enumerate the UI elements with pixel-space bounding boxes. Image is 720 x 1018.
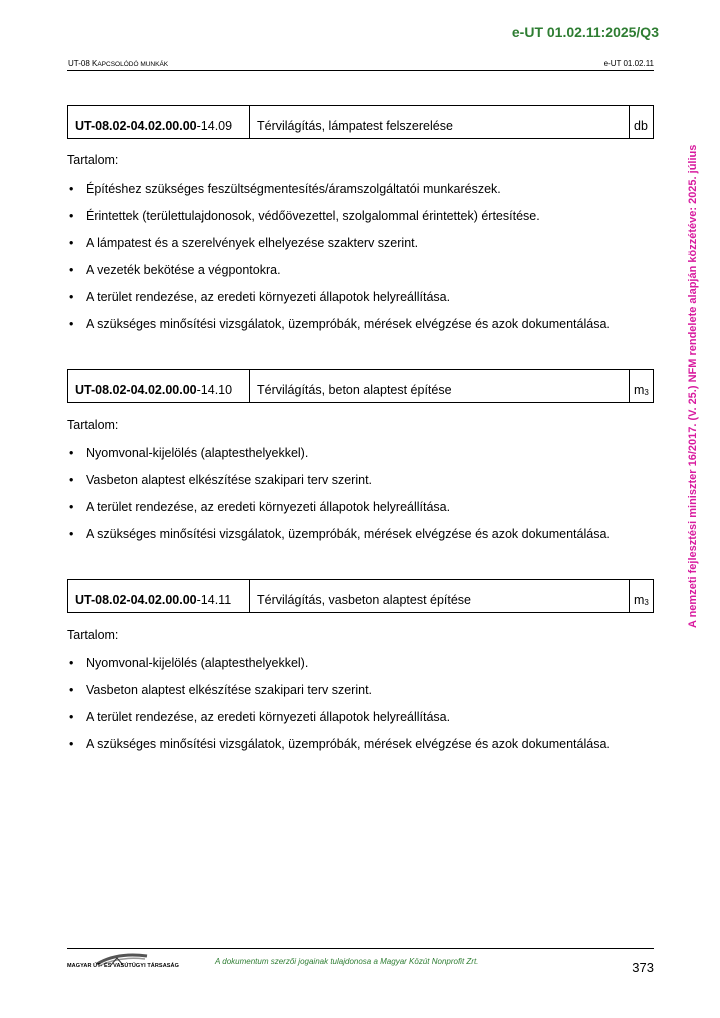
document-code: e-UT 01.02.11:2025/Q3 [511,24,659,40]
item-code-main: UT-08.02-04.02.00.00 [75,593,197,607]
list-item: • A terület rendezése, az eredeti környezeti állapotok helyreállítása. [67,499,610,526]
item-code-suffix: -14.10 [196,383,233,397]
bullet-list [67,655,610,763]
item-code [68,106,250,138]
item-code-suffix: -14.11 [196,593,232,607]
content-label: Tartalom: [67,628,119,642]
item-table-1410 [67,369,654,403]
unit-text: m [634,383,645,397]
item-code [68,580,250,612]
list-item: • A lámpatest és a szerelvények elhelyezése szakterv szerint. [67,235,610,262]
unit-text: db [634,119,648,133]
list-item: • Vasbeton alaptest elkészítése szakipari terv szerint. [67,472,610,499]
item-unit [630,106,653,138]
list-item: • Építéshez szükséges feszültségmentesítés/áramszolgáltatói munkarészek. [67,181,610,208]
header-chapter-smallcaps: APCSOLÓDÓ MUNKÁK [97,61,169,68]
item-table-1409 [67,105,654,139]
item-title: Térvilágítás, vasbeton alaptest építése [250,580,630,612]
footer-copyright: A dokumentum szerzői jogainak tulajdonosa a Magyar Közút Nonprofit Zrt. [215,957,479,966]
content-label: Tartalom: [67,418,119,432]
item-table-1411 [67,579,654,613]
bullet-list [67,181,610,343]
header-doc-ref: e-UT 01.02.11 [603,59,654,68]
header-rule [67,70,654,71]
item-code-suffix: -14.09 [196,119,233,133]
list-item: • A terület rendezése, az eredeti környezeti állapotok helyreállítása. [67,709,610,736]
item-title: Térvilágítás, lámpatest felszerelése [250,106,630,138]
header-chapter [68,59,168,68]
list-item: • A szükséges minősítési vizsgálatok, üzempróbák, mérések elvégzése és azok dokumentálása. [67,316,610,343]
item-code [68,370,250,402]
header-chapter-prefix: UT-08 K [68,59,98,68]
list-item: • A szükséges minősítési vizsgálatok, üzempróbák, mérések elvégzése és azok dokumentálása. [67,736,610,763]
list-item: • A terület rendezése, az eredeti környezeti állapotok helyreállítása. [67,289,610,316]
bullet-list [67,445,610,553]
unit-text: m [634,593,645,607]
list-item: • Vasbeton alaptest elkészítése szakipari terv szerint. [67,682,610,709]
side-publication-note: A nemzeti fejlesztési miniszter 16/2017. (V. 25.) NFM rendelete alapján közzétéve: 2025. július [687,144,699,628]
item-title: Térvilágítás, beton alaptest építése [250,370,630,402]
list-item: • Nyomvonal-kijelölés (alaptesthelyekkel). [67,655,610,682]
list-item: • Nyomvonal-kijelölés (alaptesthelyekkel). [67,445,610,472]
unit-sup: 3 [644,388,649,397]
item-code-main: UT-08.02-04.02.00.00 [75,119,197,133]
item-unit [630,370,653,402]
list-item: • A vezeték bekötése a végpontokra. [67,262,610,289]
content-label: Tartalom: [67,153,119,167]
list-item: • Érintettek (területtulajdonosok, védőövezettel, szolgalommal érintettek) értesítése. [67,208,610,235]
footer-logo-text: MAGYAR ÚT- ÉS VASÚTÜGYI TÁRSASÁG [67,963,179,969]
item-code-main: UT-08.02-04.02.00.00 [75,383,197,397]
unit-sup: 3 [644,598,649,607]
item-unit [630,580,653,612]
page-number: 373 [632,960,654,975]
footer-rule [67,948,654,949]
list-item: • A szükséges minősítési vizsgálatok, üzempróbák, mérések elvégzése és azok dokumentálása. [67,526,610,553]
